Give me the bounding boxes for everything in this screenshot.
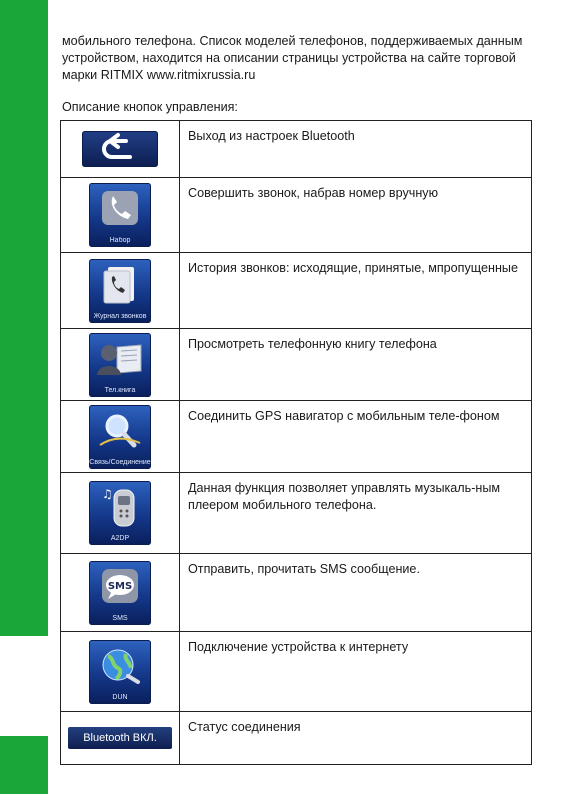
- icon-cell: [61, 473, 180, 554]
- bluetooth-status-icon: Bluetooth ВКЛ.: [68, 727, 172, 749]
- table-row: [61, 554, 532, 632]
- table-row: [61, 253, 532, 329]
- green-side-bar-top: [0, 0, 48, 636]
- row-description: Подключение устройства к интернету: [180, 632, 532, 712]
- row-description: Выход из настроек Bluetooth: [180, 121, 532, 178]
- icon-caption: DUN: [112, 693, 128, 701]
- icon-cell: [61, 329, 180, 401]
- icon-cell: [61, 401, 180, 473]
- section-title: Описание кнопок управления:: [62, 100, 238, 114]
- sms-icon: [89, 561, 151, 625]
- table-row: [61, 632, 532, 712]
- magnifier-icon: [89, 405, 151, 469]
- icon-caption: Набор: [109, 237, 131, 244]
- icon-cell: [61, 121, 180, 178]
- row-description: История звонков: исходящие, принятые, мпропущенные: [180, 253, 532, 329]
- icon-caption: Связь/Соединение: [89, 458, 151, 466]
- phonebook-icon: [89, 333, 151, 397]
- icon-cell: [61, 554, 180, 632]
- music-phone-icon: [89, 481, 151, 545]
- row-description: Соединить GPS навигатор с мобильным теле-фоном: [180, 401, 532, 473]
- call-log-icon: [89, 259, 151, 323]
- icon-caption: Журнал звонков: [93, 312, 147, 320]
- icon-cell: [61, 253, 180, 329]
- buttons-table: [60, 120, 532, 765]
- icon-cell: [61, 712, 180, 765]
- svg-text:SMS: SMS: [107, 580, 133, 592]
- row-description: Статус соединения: [180, 712, 532, 765]
- icon-cell: [61, 178, 180, 253]
- row-description: Отправить, прочитать SMS сообщение.: [180, 554, 532, 632]
- table-row: [61, 178, 532, 253]
- globe-icon: [89, 640, 151, 704]
- phone-handset-icon: [89, 183, 151, 247]
- icon-caption: SMS: [112, 614, 128, 622]
- table-row: [61, 401, 532, 473]
- table-row: [61, 712, 532, 765]
- green-side-bar-bottom: [0, 736, 48, 794]
- icon-caption: A2DP: [110, 535, 130, 542]
- row-description: Данная функция позволяет управлять музыкаль-ным плеером мобильного телефона.: [180, 473, 532, 554]
- icon-caption: Тел.книга: [104, 386, 136, 394]
- row-description: Совершить звонок, набрав номер вручную: [180, 178, 532, 253]
- row-description: Просмотреть телефонную книгу телефона: [180, 329, 532, 401]
- icon-cell: [61, 632, 180, 712]
- back-arrow-icon: [82, 131, 158, 167]
- table-row: [61, 329, 532, 401]
- intro-paragraph: мобильного телефона. Список моделей телефонов, поддерживаемых данным устройством, находится на описании страницы устройства на сайте торговой марки RITMIX www.ritmixrussia.ru: [62, 34, 523, 82]
- table-row: [61, 473, 532, 554]
- table-row: [61, 121, 532, 178]
- svg-text:♫: ♫: [102, 487, 113, 501]
